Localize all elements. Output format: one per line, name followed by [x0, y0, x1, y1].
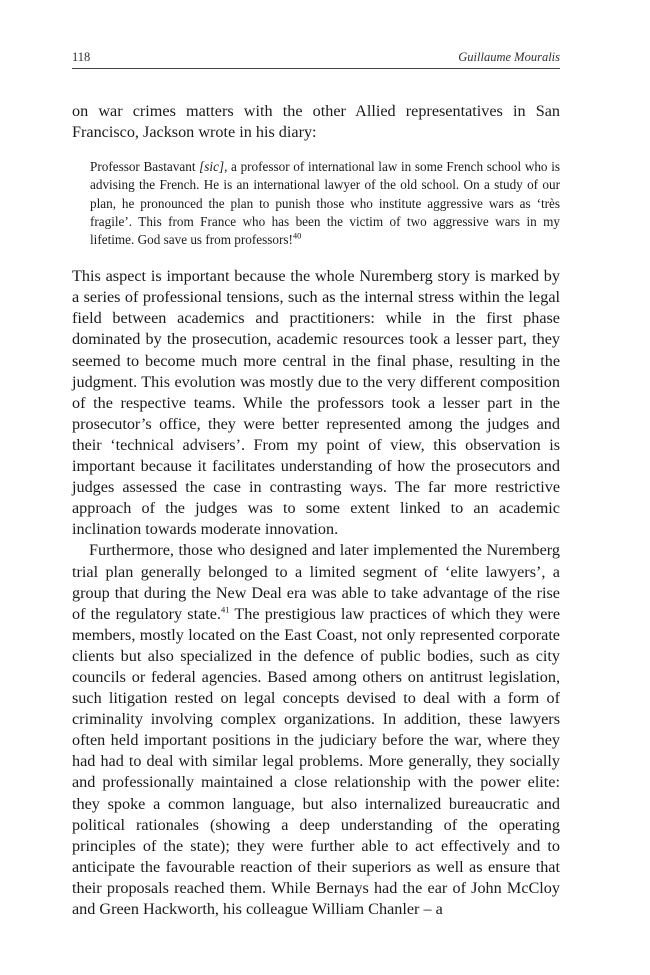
footnote-ref-41: 41	[221, 604, 230, 615]
quote-sic: [sic]	[199, 159, 225, 175]
paragraph-2	[72, 540, 560, 920]
quote-text-rest: , a professor of international law in some French school who is advising the French. He is an international lawyer of the old school. On a study of our plan, he pronounced the plan to punish those who institute aggressive wars as ‘très fragile’. This from France who has been the victim of two aggressive wars in my lifetime. God save us from professors!	[90, 159, 560, 247]
running-head	[72, 50, 560, 65]
paragraph-2-rest: The prestigious law practices of which they were members, mostly located on the East Coast, not only represented corporate clients but also specialized in the defence of public bodies, such as city councils or federal agencies. Based among others on antitrust legislation, such litigation rested on legal concepts devised to deal with a form of criminality involving complex organizations. In addition, these lawyers often held important positions in the judiciary before the war, where they had had to deal with similar legal problems. More generally, they socially and professionally maintained a close relationship with the power elite: they spoke a common language, but also internalized bureaucratic and political rationales (showing a deep understanding of the operating principles of the state); they were further able to act effectively and to anticipate the favourable reaction of their superiors as well as ensure that their proposals reached them. While Bernays had the ear of John McCloy and Green Hackworth, his colleague William Chanler – a	[72, 604, 560, 919]
page-body	[72, 101, 560, 920]
page-number: 118	[72, 50, 91, 64]
footnote-ref-40: 40	[292, 230, 302, 241]
running-head-author: Guillaume Mouralis	[458, 50, 560, 64]
intro-paragraph: on war crimes matters with the other Allied representatives in San Francisco, Jackson wrote in his diary:	[72, 102, 560, 142]
paragraph-2-start: Furthermore, those who designed and later implemented the Nuremberg trial plan generally belonged to a limited segment of ‘elite lawyers’, a group that during the New Deal era was able to take advantage of the rise of the regulatory state.	[72, 541, 560, 623]
quote-text-start: Professor Bastavant	[90, 159, 200, 175]
header-rule	[72, 68, 560, 69]
diary-quote	[90, 158, 560, 249]
paragraph-1: This aspect is important because the whole Nuremberg story is marked by a series of professional tensions, such as the internal stress within the legal field between academics and practitioners: while in the first phase dominated by the prosecution, academic resources took a lesser part, they seemed to become much more central in the final phase, resulting in the judgment. This evolution was mostly due to the very different composition of the respective teams. While the professors took a lesser part in the prosecutor’s office, they were better represented among the judges and their ‘technical advisers’. From my point of view, this observation is important because it facilitates understanding of how the prosecutors and judges assessed the case in contrasting ways. The far more restrictive approach of the judges was to some extent linked to an academic inclination towards moderate innovation.	[72, 267, 560, 539]
